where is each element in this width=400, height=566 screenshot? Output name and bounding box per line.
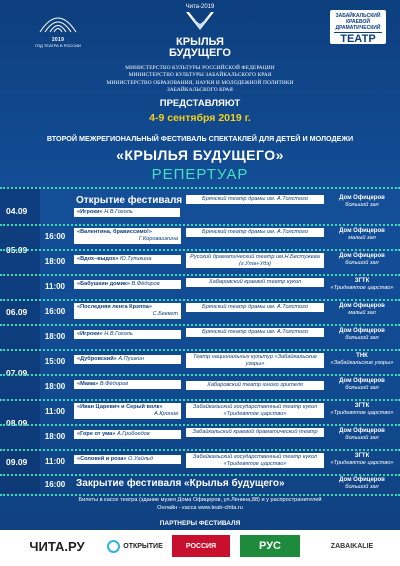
show-title: «Иван Царевич и Серый волк»	[77, 404, 163, 410]
venue-sub: «Тридевятое царство»	[330, 284, 394, 291]
opening-title: Открытие фестиваля	[76, 195, 183, 206]
presents-heading: ПРЕДСТАВЛЯЮТ	[159, 98, 241, 109]
venue-sub: малый зал	[348, 234, 376, 241]
table-row	[0, 449, 400, 473]
show-author: В.Фёдоров	[99, 381, 128, 387]
venue-sub: большой зал	[345, 483, 379, 490]
table-row	[0, 374, 400, 398]
venue-cell	[328, 228, 396, 241]
venue-sub: большой зал	[345, 334, 379, 341]
theatre-cell: Русский драматический театр им.Н.Бестужева (г.Улан-Удэ)	[186, 253, 324, 268]
venue-cell	[328, 328, 396, 341]
row-divider	[0, 449, 400, 451]
table-row	[0, 399, 400, 423]
theatre-cell: Театр национальных культур «Забайкальские узоры»	[186, 353, 324, 368]
show-title: «Игроки»	[77, 331, 103, 337]
venue-sub: большой зал	[345, 259, 379, 266]
show-title: «Горе от ума»	[77, 431, 116, 437]
row-date: 07.09	[6, 368, 28, 378]
partner-logo	[104, 535, 166, 557]
rossiya-logo: РОССИЯ	[185, 542, 217, 550]
venue-name: Дом Офицеров	[339, 195, 385, 201]
wings-icon	[180, 10, 220, 32]
venue-sub: малый зал	[348, 309, 376, 316]
logo-year: 2019	[51, 37, 65, 43]
festival-logo-line2: БУДУЩЕГО	[169, 47, 231, 59]
venue-sub: «Тридевятое царство»	[330, 459, 394, 466]
venue-name: ТНК	[356, 353, 368, 359]
venue-sub: большой зал	[345, 434, 379, 441]
row-divider	[0, 474, 400, 476]
row-time: 18:00	[44, 257, 66, 266]
table-row	[0, 424, 400, 448]
show-title: «Бабушкин домик»	[77, 281, 130, 287]
show-cell	[74, 403, 181, 419]
show-cell	[74, 380, 181, 389]
venue-name: Дом Офицеров	[339, 428, 385, 434]
theatre-cell: Брянский театр драмы им. А.Толстого	[186, 328, 324, 337]
theatre-cell: Хабаровский театр юного зрителя	[186, 381, 324, 390]
drama-theatre-logo-line1: ЗАБАЙКАЛЬСКИЙ КРАЕВОЙ ДРАМАТИЧЕСКИЙ	[335, 13, 381, 31]
table-row	[0, 349, 400, 373]
venue-name: Дом Офицеров	[339, 477, 385, 483]
show-author: А.Кронов	[154, 411, 178, 417]
row-time: 11:00	[44, 457, 66, 466]
theatre-cell: Брянский театр драмы им. А.Толстого	[186, 303, 324, 312]
ministry-line: МИНИСТЕРСТВО КУЛЬТУРЫ РОССИЙСКОЙ ФЕДЕРАЦИИ	[125, 65, 275, 71]
row-time: 16:00	[44, 232, 66, 241]
ministry-line: МИНИСТЕРСТВО ОБРАЗОВАНИЯ, НАУКИ И МОЛОДЕЖНОЙ ПОЛИТИКИ	[106, 79, 294, 86]
venue-cell	[328, 378, 396, 391]
row-divider	[0, 299, 400, 301]
show-cell	[74, 228, 181, 244]
venue-cell	[328, 303, 396, 316]
table-row	[0, 274, 400, 298]
row-date: 05.09	[6, 245, 28, 255]
table-row	[0, 224, 400, 248]
show-title: «Соловей и роза»	[77, 456, 127, 462]
otkritie-logo: ОТКРЫТИЕ	[123, 542, 163, 550]
zabaikalie-logo: ZABAIKALIE	[330, 542, 374, 550]
partner-logo	[316, 535, 388, 557]
show-title: «Валентина, брависсимо!»	[77, 229, 152, 235]
row-time: 16:00	[44, 307, 66, 316]
show-author: О.Уайльд	[128, 456, 153, 462]
venue-name: ЗГТК	[354, 278, 370, 284]
row-date: 04.09	[6, 206, 28, 216]
table-row	[0, 299, 400, 323]
venue-name: ЗГТК	[354, 453, 370, 459]
chita-ru-logo: ЧИТА.РУ	[29, 538, 85, 554]
drama-theatre-logo	[330, 10, 386, 44]
partners-strip	[0, 530, 400, 566]
row-divider	[0, 187, 400, 189]
venue-cell	[328, 195, 396, 208]
show-author: В.Фёдоров	[131, 281, 160, 287]
row-divider	[0, 374, 400, 376]
venue-sub: «Забайкальские узоры»	[330, 359, 394, 366]
festival-dates: 4-9 сентября 2019 г.	[149, 112, 251, 124]
row-time: 18:00	[44, 382, 66, 391]
rus-logo: РУС	[259, 540, 281, 552]
show-title: «Мама»	[77, 381, 99, 387]
ministries-list	[0, 65, 400, 94]
row-divider	[0, 224, 400, 226]
venue-cell	[328, 278, 396, 291]
show-author: А.Грибоедов	[116, 431, 150, 437]
venue-cell	[328, 477, 396, 490]
ministry-line: МИНИСТЕРСТВО КУЛЬТУРЫ ЗАБАЙКАЛЬСКОГО КРАЯ	[128, 72, 272, 79]
show-author: С.Беккет	[152, 311, 178, 317]
theatre-cell: Забайкальский краевой драматический театр	[186, 428, 324, 437]
table-row	[0, 324, 400, 348]
theatre-cell: Брянский театр драмы им. А.Толстого	[186, 228, 324, 237]
show-cell	[74, 355, 181, 364]
otkritie-icon	[107, 540, 120, 553]
venue-name: Дом Офицеров	[339, 378, 385, 384]
partners-heading: ПАРТНЕРЫ ФЕСТИВАЛЯ	[159, 520, 241, 527]
repertoire-heading: РЕПЕРТУАР	[151, 166, 249, 183]
row-time: 11:00	[44, 407, 66, 416]
row-date: 08.09	[6, 418, 28, 428]
venue-name: Дом Офицеров	[339, 328, 385, 334]
partner-logo	[240, 535, 300, 557]
show-cell	[74, 280, 181, 289]
row-divider	[0, 324, 400, 326]
theatre-cell: Забайкальский государственный театр кукол «Тридевятое царство»	[186, 403, 324, 418]
ticket-info-line: Билеты в кассе театра (здание музея Дома Офицеров, ул.Ленина,88) и у распространителей	[78, 497, 322, 503]
show-author: А.Пушкин	[118, 356, 144, 362]
row-divider	[0, 424, 400, 426]
venue-cell	[328, 353, 396, 366]
show-author: Н.В.Гоголь	[104, 331, 133, 337]
row-time: 18:00	[44, 332, 66, 341]
theatre-cell: Забайкальский государственный театр кукол «Тридевятое царство»	[186, 453, 324, 468]
drama-theatre-logo-line2: ТЕАТР	[334, 32, 382, 45]
festival-name: «КРЫЛЬЯ БУДУЩЕГО»	[116, 147, 284, 163]
venue-name: Дом Офицеров	[339, 228, 385, 234]
venue-name: ЗГТК	[354, 403, 370, 409]
show-cell	[74, 455, 181, 464]
festival-logo-line1: КРЫЛЬЯ	[176, 36, 224, 48]
show-title: «Последняя ленга Крэппа»	[77, 304, 152, 310]
row-divider	[0, 494, 400, 496]
venue-sub: «Тридевятое царство»	[330, 409, 394, 416]
venue-sub: большой зал	[345, 384, 379, 391]
show-title: «Игроки»	[77, 209, 103, 215]
table-row	[0, 187, 400, 223]
row-date: 06.09	[6, 307, 28, 317]
row-time: 18:00	[44, 432, 66, 441]
show-author: Ю.Тупикина	[120, 256, 152, 262]
row-divider	[0, 349, 400, 351]
show-author: Г.Коровашкина	[138, 236, 178, 242]
show-cell	[74, 208, 180, 217]
table-bottom-divider	[0, 494, 400, 496]
venue-cell	[328, 253, 396, 266]
ministry-line: ЗАБАЙКАЛЬСКОГО КРАЯ	[167, 86, 233, 93]
row-time: 11:00	[44, 282, 66, 291]
venue-cell	[328, 403, 396, 416]
table-row	[0, 474, 400, 494]
logo-caption: ГОД ТЕАТРА В РОССИИ	[35, 43, 81, 48]
theatre-cell: Хабаровский краевой театр кукол	[186, 278, 324, 287]
show-cell	[74, 430, 181, 439]
partner-logo	[172, 535, 230, 557]
theatre-cell: Брянский театр драмы им. А.Толстого	[186, 195, 324, 204]
venue-cell	[328, 453, 396, 466]
show-cell	[74, 303, 181, 319]
row-divider	[0, 249, 400, 251]
venue-name: Дом Офицеров	[339, 303, 385, 309]
ticket-info	[0, 497, 400, 512]
show-cell	[74, 255, 181, 264]
show-cell	[74, 330, 181, 339]
show-title: «Дубровский»	[77, 356, 117, 362]
row-time: 16:00	[44, 480, 66, 489]
theatre-year-logo	[22, 10, 94, 48]
row-divider	[0, 399, 400, 401]
festival-subtitle: ВТОРОЙ МЕЖРЕГИОНАЛЬНЫЙ ФЕСТИВАЛЬ СПЕКТАКЛЕЙ ДЛЯ ДЕТЕЙ И МОЛОДЕЖИ	[46, 134, 354, 143]
partner-logo	[14, 535, 100, 557]
venue-cell	[328, 428, 396, 441]
table-row	[0, 249, 400, 273]
ticket-online-link[interactable]: Онлайн - касса www.teatr-chita.ru	[157, 504, 243, 511]
closing-title: Закрытие фестиваля «Крылья будущего»	[76, 478, 285, 489]
festival-logo	[150, 4, 250, 59]
show-title: «Вдох–выдох»	[77, 256, 119, 262]
show-author: Н.В.Гоголь	[104, 209, 133, 215]
row-divider	[0, 274, 400, 276]
festival-logo-top: Чита-2019	[185, 4, 215, 10]
theatre-year-emblem-icon	[36, 10, 80, 36]
venue-sub: большой зал	[345, 201, 379, 208]
row-date: 09.09	[6, 457, 28, 467]
row-time: 15:00	[44, 357, 66, 366]
venue-name: Дом Офицеров	[339, 253, 385, 259]
